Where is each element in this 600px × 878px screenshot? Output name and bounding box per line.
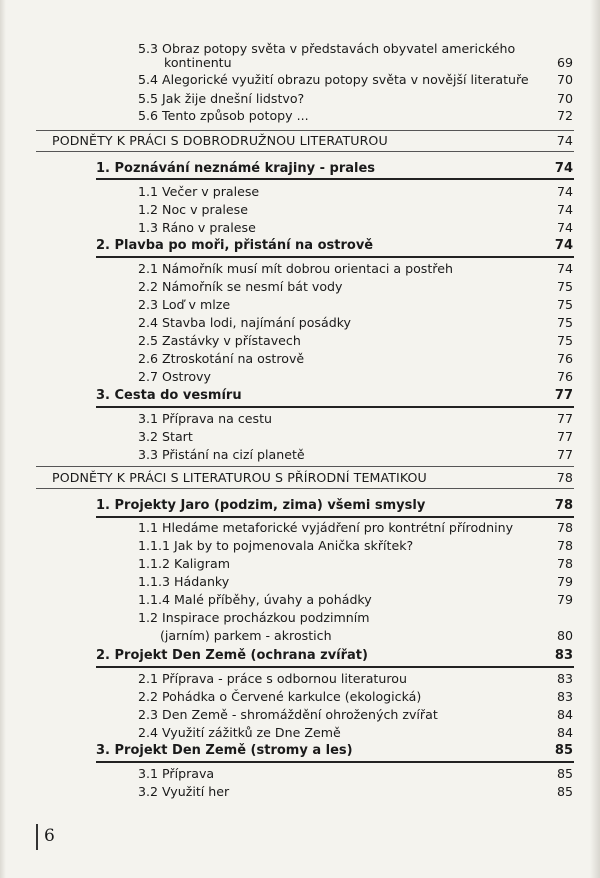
toc-entry-page: 77 <box>554 388 573 403</box>
toc-entry-page: 85 <box>556 766 573 781</box>
toc-entry-page: 72 <box>556 108 573 123</box>
toc-entry-page: 75 <box>556 333 573 348</box>
toc-entry-title: 2.7 Ostrovy <box>138 369 211 384</box>
section-rule <box>36 151 574 152</box>
toc-entry-title: 2.3 Den Země - shromáždění ohrožených zvířat <box>138 707 438 722</box>
toc-entry-title: kontinentu <box>164 55 232 70</box>
chapter-rule <box>96 256 574 258</box>
page-edge-shadow <box>0 0 6 878</box>
toc-entry-page: 75 <box>556 297 573 312</box>
toc-entry-title: 1.1.4 Malé příběhy, úvahy a pohádky <box>138 592 372 607</box>
toc-entry-page: 74 <box>556 133 573 148</box>
toc-entry-page: 85 <box>554 743 573 758</box>
toc-entry-title: (jarním) parkem - akrostich <box>160 628 332 643</box>
toc-entry-title: 1. Poznávání neznámé krajiny - prales <box>96 161 376 176</box>
toc-entry-page: 76 <box>556 369 573 384</box>
page-number-bar <box>36 824 38 850</box>
toc-entry-title: 2.4 Využití zážitků ze Dne Země <box>138 725 341 740</box>
toc-entry-page: 77 <box>556 447 573 462</box>
toc-entry-title: 3.3 Přistání na cizí planetě <box>138 447 305 462</box>
toc-entry-title: 5.3 Obraz potopy světa v představách obyvatel amerického <box>138 41 516 56</box>
toc-entry-title: 1. Projekty Jaro (podzim, zima) všemi smysly <box>96 498 426 513</box>
toc-entry-page: 80 <box>556 628 573 643</box>
toc-entry-title: 1.1 Večer v pralese <box>138 184 260 199</box>
toc-entry-page: 83 <box>556 689 573 704</box>
toc-entry-page: 79 <box>556 574 573 589</box>
toc-entry-title: 1.1.1 Jak by to pojmenovala Anička skřítek? <box>138 538 414 553</box>
toc-entry-page: 78 <box>556 470 573 485</box>
toc-entry-title: 5.4 Alegorické využití obrazu potopy světa v novější literatuře <box>138 72 529 87</box>
toc-entry-page: 74 <box>556 202 573 217</box>
toc-entry-page: 74 <box>554 238 573 253</box>
toc-entry-title: 2. Plavba po moři, přistání na ostrově <box>96 238 374 253</box>
toc-entry-title: 2.2 Námořník se nesmí bát vody <box>138 279 343 294</box>
toc-entry-page: 70 <box>556 72 573 87</box>
toc-entry-title: 3. Cesta do vesmíru <box>96 388 242 403</box>
toc-entry-page: 85 <box>556 784 573 799</box>
toc-entry-page: 78 <box>556 538 573 553</box>
toc-entry-title: 1.1.2 Kaligram <box>138 556 230 571</box>
toc-entry-title: 1.1 Hledáme metaforické vyjádření pro kontrétní přírodniny <box>138 520 514 535</box>
toc-entry-title: 2. Projekt Den Země (ochrana zvířat) <box>96 648 368 663</box>
toc-entry-page: 77 <box>556 429 573 444</box>
chapter-rule <box>96 178 574 180</box>
toc-entry-page: 70 <box>556 91 573 106</box>
toc-entry-title: 1.2 Noc v pralese <box>138 202 248 217</box>
toc-entry-page: 78 <box>556 556 573 571</box>
toc-entry-title: 3.2 Start <box>138 429 193 444</box>
toc-entry-page: 84 <box>556 707 573 722</box>
toc-entry-page: 76 <box>556 351 573 366</box>
toc-entry-page: 74 <box>556 220 573 235</box>
toc-entry-title: 2.3 Loď v mlze <box>138 297 231 312</box>
toc-entry-page: 78 <box>556 520 573 535</box>
toc-entry-page: 75 <box>556 315 573 330</box>
toc-entry-page: 74 <box>556 184 573 199</box>
toc-entry-title: 2.1 Námořník musí mít dobrou orientaci a postřeh <box>138 261 453 276</box>
section-rule <box>36 466 574 467</box>
chapter-rule <box>96 761 574 763</box>
toc-entry-page: 78 <box>554 498 573 513</box>
toc-entry-page: 77 <box>556 411 573 426</box>
toc-entry-title: 1.2 Inspirace procházkou podzimním <box>138 610 370 625</box>
page-number: 6 <box>44 826 55 846</box>
toc-entry-page: 79 <box>556 592 573 607</box>
toc-entry-page: 74 <box>554 161 573 176</box>
toc-entry-title: 2.4 Stavba lodi, najímání posádky <box>138 315 351 330</box>
toc-entry-page: 83 <box>556 671 573 686</box>
toc-entry-title: 3.1 Příprava <box>138 766 215 781</box>
toc-entry-page: 69 <box>556 55 573 70</box>
toc-entry-page: 84 <box>556 725 573 740</box>
page-edge-shadow <box>590 0 600 878</box>
toc-entry-title: 5.5 Jak žije dnešní lidstvo? <box>138 91 305 106</box>
toc-entry-title: 2.2 Pohádka o Červené karkulce (ekologická) <box>138 689 422 704</box>
chapter-rule <box>96 406 574 408</box>
toc-entry-title: 2.5 Zastávky v přístavech <box>138 333 301 348</box>
toc-entry-title: 1.3 Ráno v pralese <box>138 220 256 235</box>
toc-entry-page: 74 <box>556 261 573 276</box>
toc-entry-page: 83 <box>554 648 573 663</box>
toc-entry-title: 1.1.3 Hádanky <box>138 574 230 589</box>
toc-entry-title: 5.6 Tento způsob potopy ... <box>138 108 309 123</box>
toc-entry-title: PODNĚTY K PRÁCI S LITERATUROU S PŘÍRODNÍ TEMATIKOU <box>52 470 427 485</box>
toc-entry-title: 3.1 Příprava na cestu <box>138 411 272 426</box>
toc-entry-title: 3.2 Využití her <box>138 784 230 799</box>
chapter-rule <box>96 516 574 518</box>
chapter-rule <box>96 666 574 668</box>
toc-entry-title: 2.6 Ztroskotání na ostrově <box>138 351 305 366</box>
toc-entry-title: 2.1 Příprava - práce s odbornou literaturou <box>138 671 407 686</box>
toc-entry-title: 3. Projekt Den Země (stromy a les) <box>96 743 353 758</box>
toc-entry-title: PODNĚTY K PRÁCI S DOBRODRUŽNOU LITERATUROU <box>52 133 388 148</box>
section-rule <box>36 488 574 489</box>
section-rule <box>36 130 574 131</box>
toc-entry-page: 75 <box>556 279 573 294</box>
